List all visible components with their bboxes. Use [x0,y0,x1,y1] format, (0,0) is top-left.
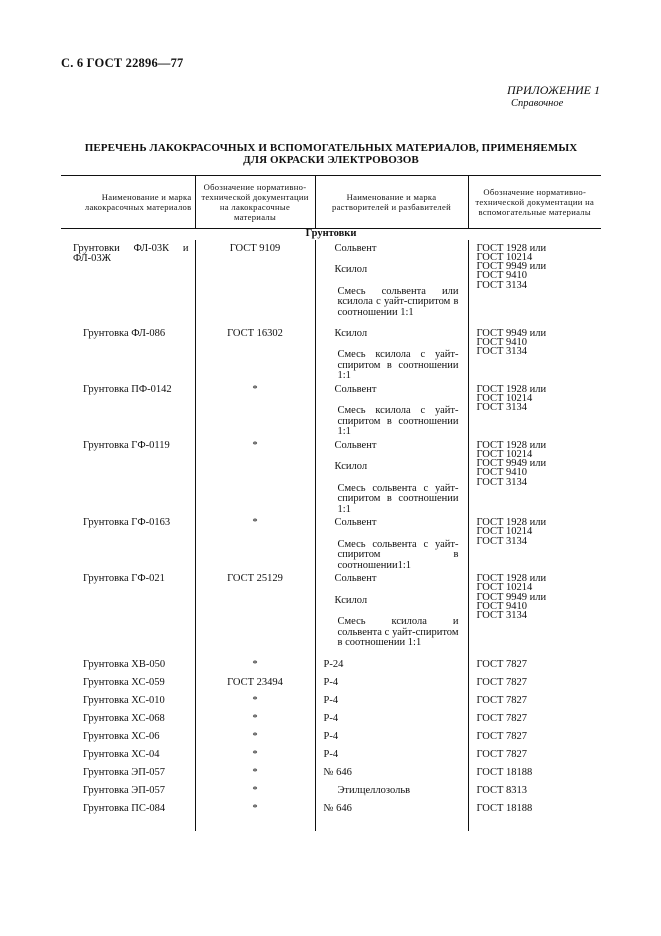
standard-ref: ГОСТ 10214 [476,526,533,538]
standard-ref: ГОСТ 9410 [476,336,528,348]
table-row [61,783,601,801]
solvent-doc-cell [468,438,601,516]
standard-ref: ГОСТ 3134 [476,279,528,291]
solvent-doc-cell [468,571,601,657]
solvent-doc-cell [468,711,601,729]
material-name: Грунтовка ХС-010 [83,695,165,706]
table-header-row [61,176,601,229]
solvent-doc-cell [468,783,601,801]
solvent-cell [315,765,468,783]
solvent-cell [315,693,468,711]
standard-ref: ГОСТ 1928 или [476,439,547,451]
standard-ref: ГОСТ 3134 [476,535,528,547]
material-cell [61,571,195,657]
solvent-name: Сольвент [334,383,377,395]
material-name: Грунтовка ХС-06 [83,731,160,742]
table-row [61,747,601,765]
material-name: Грунтовка ХС-068 [83,713,165,724]
material-doc: * [252,383,258,395]
solvent-name: Сольвент [334,439,377,451]
solvent-doc-cell [468,675,601,693]
solvent-name: Сольвент [334,573,377,584]
material-doc-cell [195,765,315,783]
solvent-doc-cell [468,729,601,747]
solvent-name: Смесь ксилола с уайт-спиритом в соотношении 1:1 [337,349,459,381]
solvent-cell [315,240,468,326]
material-doc-cell [195,515,315,571]
standard-ref: ГОСТ 3134 [476,610,528,622]
section-row [61,229,601,240]
material-name: Грунтовка ГФ-0163 [83,517,171,528]
material-name: Грунтовка ХС-04 [83,749,160,760]
solvent-name: Этилцеллозольв [337,785,411,796]
standard-ref: ГОСТ 3134 [476,476,528,488]
material-doc-cell [195,729,315,747]
material-doc: * [252,767,258,778]
solvent-cell [315,571,468,657]
appendix-title: ПРИЛОЖЕНИЕ 1 [507,83,600,97]
solvent-name: № 646 [323,767,352,778]
solvent-cell [315,747,468,765]
solvent-name: Смесь сольвента или ксилола с уайт-спиритом в соотношении 1:1 [337,285,459,318]
material-name: Грунтовка ПФ-0142 [83,383,172,395]
material-doc-cell [195,747,315,765]
solvent-doc-cell [468,326,601,382]
standard-ref: ГОСТ 9410 [476,600,528,612]
material-cell [61,783,195,801]
table-row [61,326,601,382]
standard-ref: ГОСТ 3134 [476,402,528,414]
standard-ref: ГОСТ 10214 [476,582,533,594]
table-tail-cell [195,819,315,831]
standard-ref: ГОСТ 10214 [476,448,533,460]
standard-ref: ГОСТ 10214 [476,392,533,404]
material-cell [61,729,195,747]
table-row [61,711,601,729]
material-doc: ГОСТ 9109 [229,242,281,254]
solvent-name: Р-4 [323,749,339,760]
solvent-cell [315,801,468,819]
standard-ref: ГОСТ 18188 [476,803,533,814]
material-doc-cell [195,438,315,516]
solvent-cell [315,675,468,693]
page-header: С. 6 ГОСТ 22896—77 [61,56,184,70]
table-row [61,657,601,675]
column-header-solvent: Наименование и марка растворителей и разбавителей [315,176,468,229]
material-doc-cell [195,326,315,382]
material-cell [61,326,195,382]
material-cell [61,675,195,693]
solvent-cell [315,711,468,729]
standard-ref: ГОСТ 3134 [476,346,528,358]
solvent-doc-cell [468,515,601,571]
solvent-doc-cell [468,801,601,819]
table-row [61,382,601,438]
solvent-name: Р-24 [323,659,344,670]
standard-ref: ГОСТ 8313 [476,785,528,796]
solvent-name: Ксилол [334,264,368,275]
solvent-cell [315,515,468,571]
standard-ref: ГОСТ 18188 [476,767,533,778]
solvent-cell [315,657,468,675]
material-name: Грунтовка ПС-084 [83,803,166,814]
standard-ref: ГОСТ 7827 [476,713,528,724]
solvent-doc-cell [468,240,601,326]
material-cell [61,382,195,438]
table-row [61,675,601,693]
standard-ref: ГОСТ 7827 [476,659,528,670]
material-name: Грунтовка ГФ-021 [83,573,165,584]
solvent-cell [315,382,468,438]
material-cell [61,438,195,516]
standard-ref: ГОСТ 9410 [476,270,528,282]
material-doc-cell [195,801,315,819]
material-name: Грунтовка ФЛ-086 [83,327,166,339]
material-name: Грунтовка ХС-059 [83,677,165,688]
standard-ref: ГОСТ 7827 [476,677,528,688]
material-cell [61,765,195,783]
standard-ref: ГОСТ 1928 или [476,517,547,528]
material-doc-cell [195,571,315,657]
material-cell [61,657,195,675]
document-title-line-1: ПЕРЕЧЕНЬ ЛАКОКРАСОЧНЫХ И ВСПОМОГАТЕЛЬНЫХ МАТЕРИАЛОВ, ПРИМЕНЯЕМЫХ [84,142,578,154]
material-doc: * [252,517,258,528]
material-doc: ГОСТ 23494 [227,677,283,688]
table-tail-cell [315,819,468,831]
material-cell [61,747,195,765]
standard-ref: ГОСТ 10214 [476,251,533,263]
material-doc-cell [195,240,315,326]
solvent-name: Смесь ксилола с уайт-спиритом в соотношении 1:1 [337,405,459,437]
material-doc-cell [195,693,315,711]
material-cell [61,240,195,326]
material-doc: * [252,749,258,760]
table-row [61,765,601,783]
solvent-name: Сольвент [334,517,377,528]
solvent-cell [315,326,468,382]
solvent-name: Ксилол [334,327,368,339]
column-header-material: Наименование и марка лакокрасочных материалов [61,176,195,229]
material-name: Грунтовка ХВ-050 [83,659,166,670]
material-cell [61,801,195,819]
solvent-cell [315,438,468,516]
standard-ref: ГОСТ 9949 или [476,591,547,603]
standard-ref: ГОСТ 9410 [476,467,528,479]
standard-ref: ГОСТ 7827 [476,731,528,742]
material-doc: * [252,659,258,670]
table-row [61,693,601,711]
standard-ref: ГОСТ 9949 или [476,327,547,339]
solvent-doc-cell [468,693,601,711]
table-row [61,801,601,819]
material-doc: * [252,695,258,706]
material-name: Грунтовка ГФ-0119 [83,439,170,451]
material-cell [61,515,195,571]
solvent-name: Ксилол [334,594,368,606]
solvent-cell [315,783,468,801]
material-doc: ГОСТ 25129 [227,573,283,584]
standard-ref: ГОСТ 7827 [476,749,528,760]
material-cell [61,711,195,729]
table-tail-cell [61,819,195,831]
section-title: Грунтовки [305,228,357,239]
table-row [61,438,601,516]
table-row [61,240,601,326]
standard-ref: ГОСТ 9949 или [476,261,547,273]
standard-ref: ГОСТ 7827 [476,695,528,706]
solvent-name: Ксилол [334,461,368,472]
materials-table [61,175,601,831]
solvent-name: Р-4 [323,731,339,742]
document-title-line-2: ДЛЯ ОКРАСКИ ЭЛЕКТРОВОЗОВ [243,154,419,166]
document-title [61,142,601,166]
table-tail-row [61,819,601,831]
standard-ref: ГОСТ 9949 или [476,458,547,470]
material-doc-cell [195,675,315,693]
material-doc-cell [195,783,315,801]
material-doc: * [252,785,258,796]
table-row [61,729,601,747]
table-tail-cell [468,819,601,831]
solvent-name: Сольвент [334,242,377,254]
material-doc-cell [195,711,315,729]
solvent-doc-cell [468,765,601,783]
appendix-label [507,84,600,110]
material-doc-cell [195,657,315,675]
standard-ref: ГОСТ 1928 или [476,383,547,395]
material-doc: * [252,803,258,814]
material-name: Грунтовки ФЛ-03К и ФЛ-03Ж [73,242,189,264]
material-doc: * [252,731,258,742]
solvent-cell [315,729,468,747]
standard-ref: ГОСТ 1928 или [476,242,547,254]
solvent-name: Смесь сольвента с уайт-спиритом в соотношении1:1 [337,538,459,571]
appendix-subtitle: Справочное [511,98,564,109]
material-cell [61,693,195,711]
material-doc-cell [195,382,315,438]
solvent-doc-cell [468,382,601,438]
column-header-material-doc: Обозначение нормативно-технической документации на лакокрасочные материалы [195,176,315,229]
solvent-name: Смесь сольвента с уайт-спиритом в соотношении 1:1 [337,482,459,515]
material-doc: ГОСТ 16302 [227,327,283,339]
material-doc: * [252,713,258,724]
material-doc: * [252,439,258,451]
table-row [61,571,601,657]
solvent-name: № 646 [323,803,352,814]
solvent-name: Р-4 [323,677,339,688]
standard-ref: ГОСТ 1928 или [476,573,547,584]
solvent-doc-cell [468,657,601,675]
table-row [61,515,601,571]
column-header-solvent-doc: Обозначение нормативно-технической документации на вспомогательные материалы [468,176,601,229]
table-body [61,229,601,832]
material-name: Грунтовка ЭП-057 [83,785,166,796]
solvent-name: Р-4 [323,713,339,724]
solvent-name: Р-4 [323,695,339,706]
material-name: Грунтовка ЭП-057 [83,767,166,778]
solvent-name: Смесь ксилола и сольвента с уайт-спиритом в соотношении 1:1 [337,616,459,648]
solvent-doc-cell [468,747,601,765]
